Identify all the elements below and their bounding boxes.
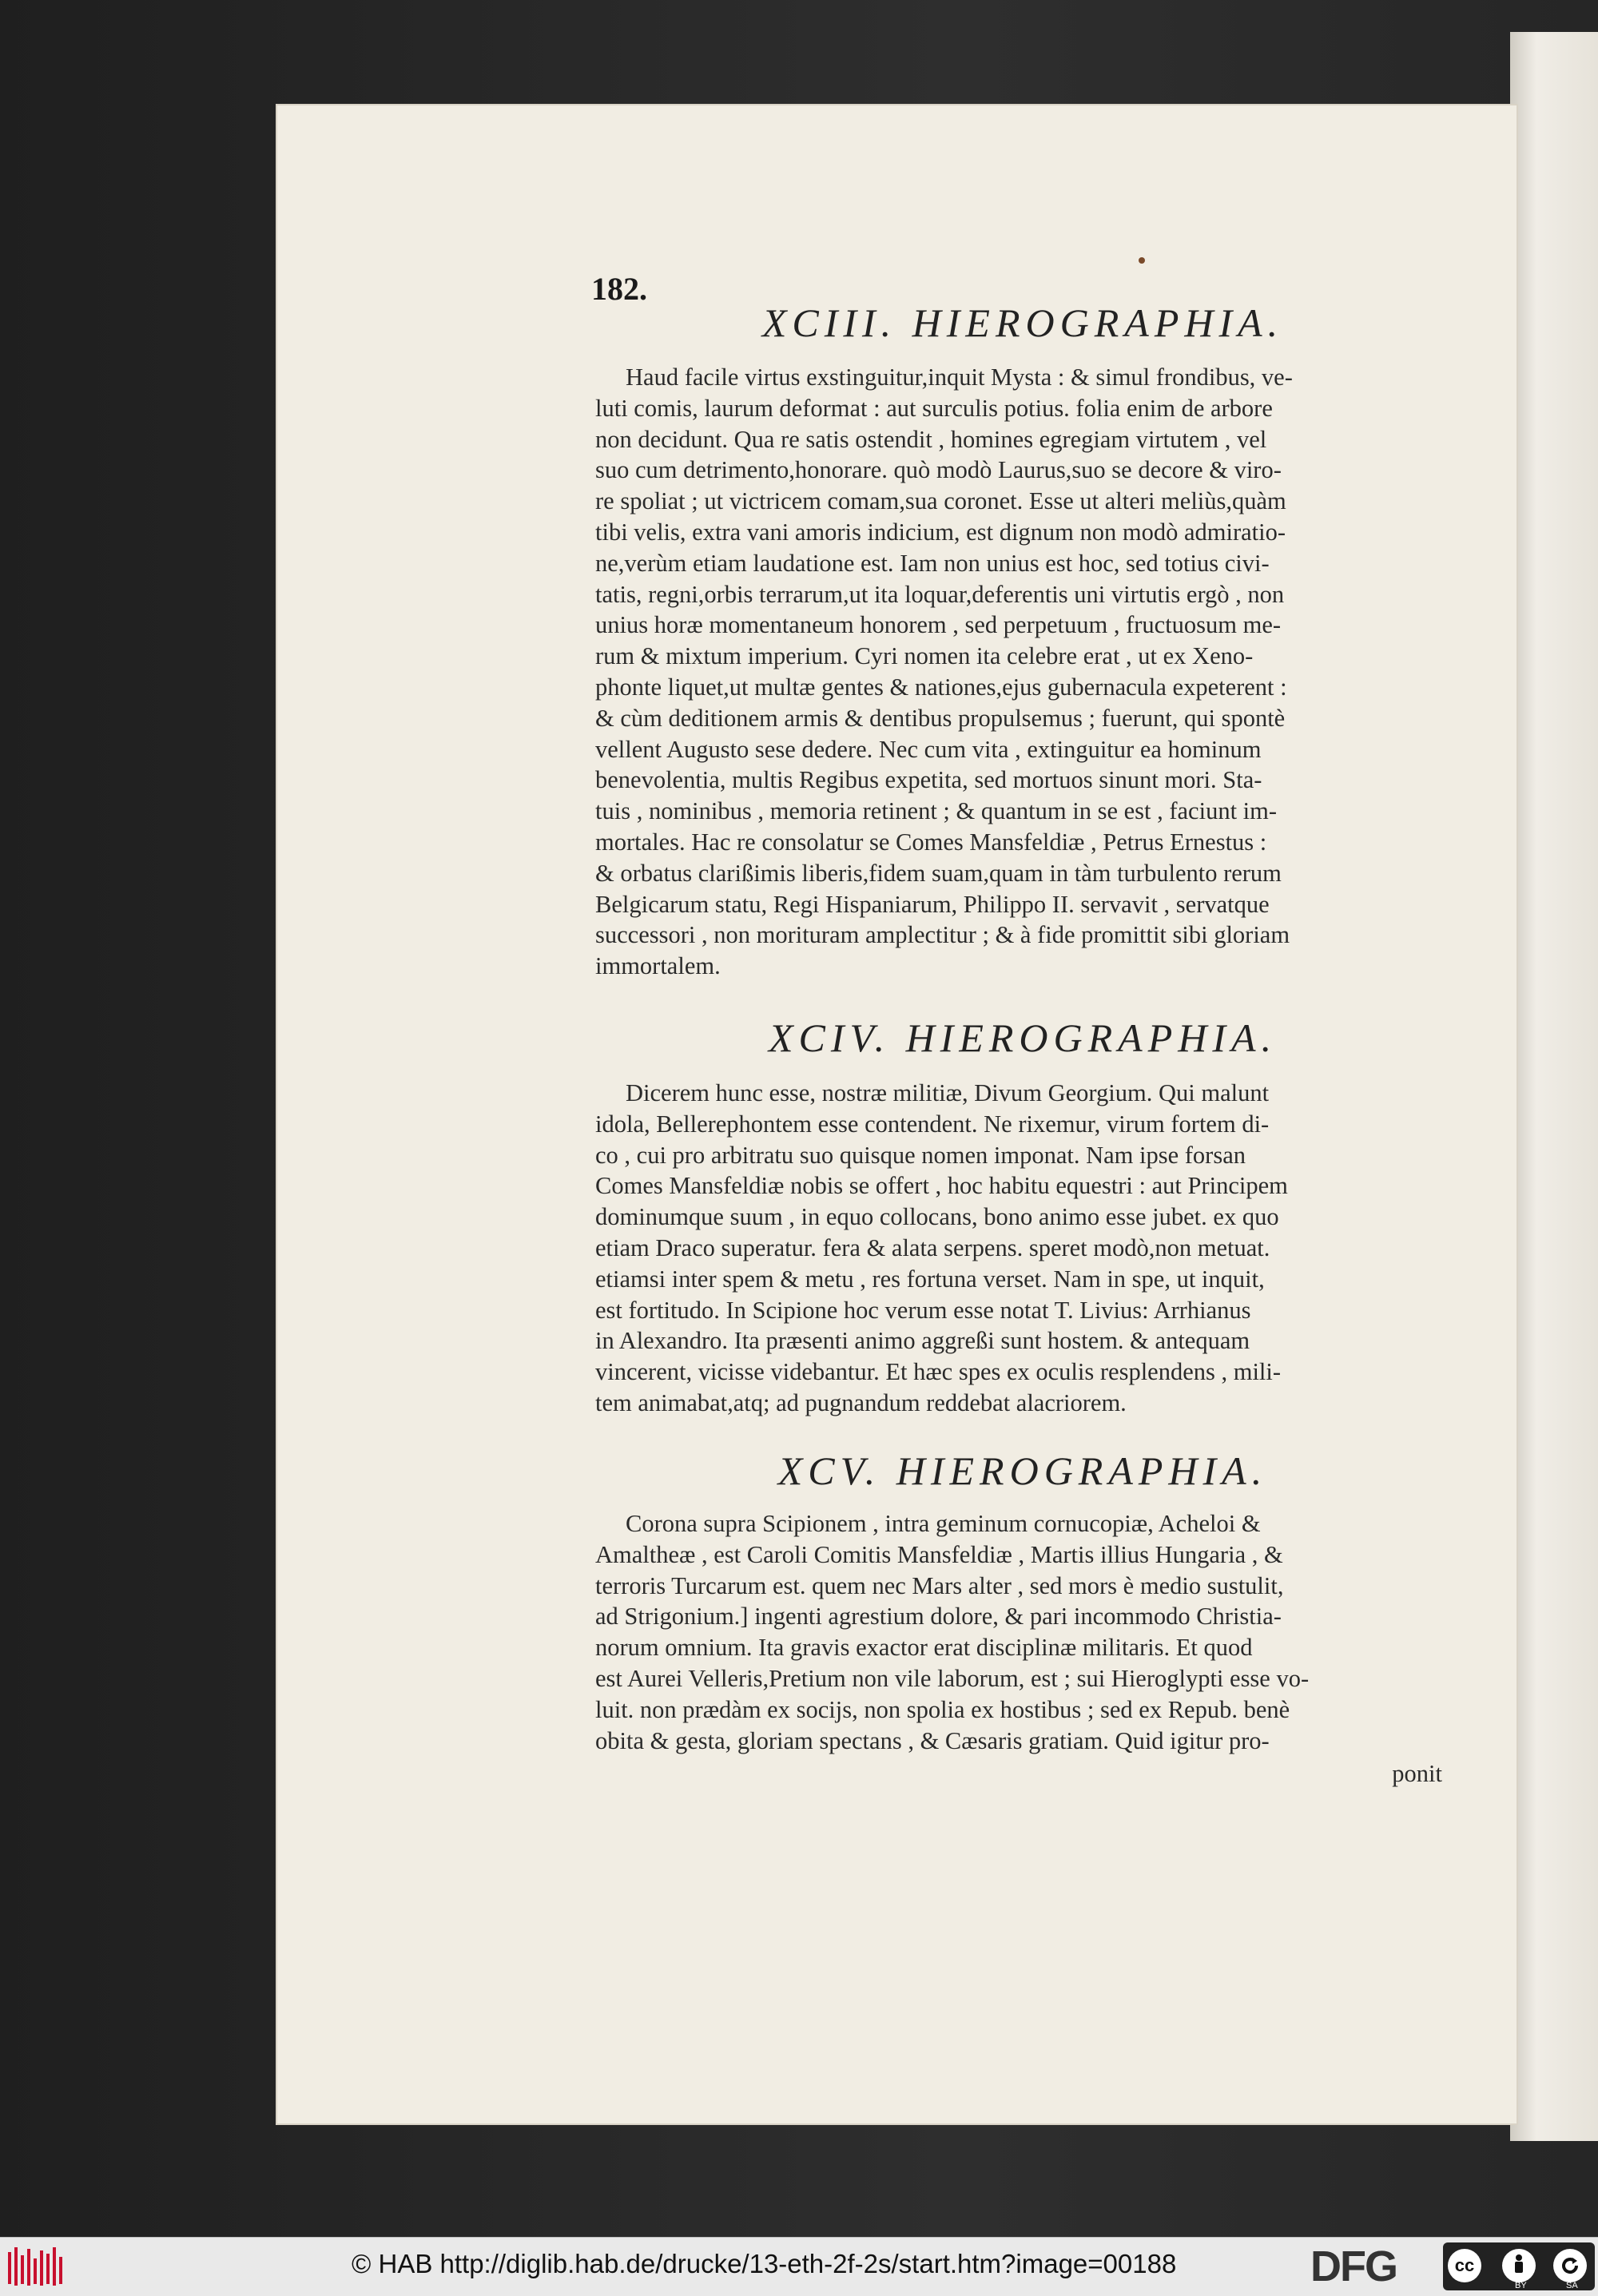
- text-line: ad Strigonium.] ingenti agrestium dolore, & pari incommodo Christia-: [595, 1603, 1282, 1631]
- text-line: re spoliat ; ut victricem comam,sua coronet. Esse ut alteri meliùs,quàm: [595, 487, 1286, 515]
- text-line: dominumque suum , in equo collocans, bono animo esse jubet. ex quo: [595, 1203, 1279, 1231]
- text-line: Belgicarum statu, Regi Hispaniarum, Philippo II. servavit , servatque: [595, 890, 1270, 918]
- text-line: norum omnium. Ita gravis exactor erat disciplinæ militaris. Et quod: [595, 1634, 1253, 1662]
- section-body-xciv: [595, 1078, 1442, 1419]
- text-line: luit. non prædàm ex socijs, non spolia ex hostibus ; sed ex Repub. benè: [595, 1695, 1290, 1723]
- text-line: non decidunt. Qua re satis ostendit , homines egregiam virtutem , vel: [595, 425, 1267, 453]
- text-line: Haud facile virtus exstinguitur,inquit Mysta : & simul frondibus, ve-: [626, 363, 1293, 391]
- text-line: etiamsi inter spem & metu , res fortuna verset. Nam in spe, ut inquit,: [595, 1265, 1265, 1293]
- text-line: phonte liquet,ut multæ gentes & nationes,ejus gubernacula expeterent :: [595, 673, 1287, 701]
- dfg-logo: DFG: [1310, 2242, 1397, 2290]
- catchword: ponit: [1392, 1760, 1442, 1787]
- section-body-xciii: [595, 362, 1442, 982]
- text-line: immortalem.: [595, 952, 721, 980]
- viewer-footer: [0, 2237, 1598, 2296]
- license-badge[interactable]: [1443, 2242, 1595, 2290]
- license-by-label: BY: [1515, 2281, 1527, 2290]
- text-line: terroris Turcarum est. quem nec Mars alter , sed mors è medio sustulit,: [595, 1571, 1284, 1599]
- text-line: ne,verùm etiam laudatione est. Iam non unius est hoc, sed totius civi-: [595, 549, 1270, 577]
- text-line: tem animabat,atq; ad pugnandum reddebat alacriorem.: [595, 1388, 1127, 1416]
- section-heading-xciii: XCIII. HIEROGRAPHIA.: [761, 300, 1284, 345]
- text-line: suo cum detrimento,honorare. quò modò Laurus,suo se decore & viro-: [595, 456, 1282, 484]
- text-line: tuis , nominibus , memoria retinent ; & quantum in se est , faciunt im-: [595, 797, 1278, 825]
- facing-page-edge: [1510, 32, 1598, 2141]
- text-line: Comes Mansfeldiæ nobis se offert , hoc habitu equestri : aut Principem: [595, 1172, 1288, 1200]
- page-number: 182.: [591, 271, 647, 307]
- text-line: est Aurei Velleris,Pretium non vile laborum, est ; sui Hieroglypti esse vo-: [595, 1664, 1310, 1692]
- section-body-xcv: [595, 1508, 1442, 1756]
- text-line: Corona supra Scipionem , intra geminum cornucopiæ, Acheloi &: [626, 1510, 1261, 1537]
- text-line: Amaltheæ , est Caroli Comitis Mansfeldiæ , Martis illius Hungaria , &: [595, 1540, 1283, 1568]
- library-logo-icon: [6, 2244, 67, 2289]
- text-line: vellent Augusto sese dedere. Nec cum vita , extinguitur ea hominum: [595, 735, 1262, 763]
- text-line: unius horæ momentaneum honorem , sed perpetuum , fructuosum me-: [595, 611, 1282, 639]
- ink-speck: [1139, 257, 1145, 264]
- text-line: benevolentia, multis Regibus expetita, sed mortuos sinunt mori. Sta-: [595, 766, 1262, 794]
- text-line: tibi velis, extra vani amoris indicium, est dignum non modò admiratio-: [595, 518, 1286, 546]
- text-line: est fortitudo. In Scipione hoc verum esse notat T. Livius: Arrhianus: [595, 1296, 1251, 1324]
- text-line: successori , non morituram amplectitur ; & à fide promittit sibi gloriam: [595, 921, 1290, 949]
- sa-icon: [1553, 2249, 1587, 2282]
- text-line: mortales. Hac re consolatur se Comes Mansfeldiæ , Petrus Ernestus :: [595, 828, 1267, 856]
- section-heading-xciv: XCIV. HIEROGRAPHIA.: [768, 1015, 1278, 1060]
- text-line: vincerent, vicisse videbantur. Et hæc spes ex oculis resplendens , mili-: [595, 1358, 1282, 1386]
- source-link[interactable]: © HAB http://diglib.hab.de/drucke/13-eth-2f-2s/start.htm?image=00188: [352, 2249, 1177, 2278]
- text-line: idola, Bellerephontem esse contendent. Ne rixemur, virum fortem di-: [595, 1110, 1270, 1138]
- text-line: co , cui pro arbitratu suo quisque nomen imponat. Nam ipse forsan: [595, 1141, 1246, 1169]
- by-icon: [1502, 2249, 1536, 2282]
- text-line: in Alexandro. Ita præsenti animo aggreßi sunt hostem. & antequam: [595, 1327, 1250, 1355]
- cc-icon: cc: [1448, 2249, 1481, 2282]
- section-heading-xcv: XCV. HIEROGRAPHIA.: [777, 1448, 1268, 1493]
- text-line: luti comis, laurum deformat : aut surculis potius. folia enim de arbore: [595, 394, 1273, 422]
- text-line: tatis, regni,orbis terrarum,ut ita loquar,deferentis uni virtutis ergò , non: [595, 580, 1285, 608]
- text-line: obita & gesta, gloriam spectans , & Cæsaris gratiam. Quid igitur pro-: [595, 1726, 1270, 1754]
- text-line: & cùm deditionem armis & dentibus propulsemus ; fuerunt, qui spontè: [595, 704, 1286, 732]
- license-sa-label: SA: [1566, 2281, 1578, 2290]
- text-line: rum & mixtum imperium. Cyri nomen ita celebre erat , ut ex Xeno-: [595, 642, 1254, 670]
- text-line: & orbatus clarißimis liberis,fidem suam,quam in tàm turbulento rerum: [595, 859, 1282, 887]
- text-line: etiam Draco superatur. fera & alata serpens. speret modò,non metuat.: [595, 1233, 1270, 1261]
- text-line: Dicerem hunc esse, nostræ militiæ, Divum Georgium. Qui malunt: [626, 1079, 1270, 1106]
